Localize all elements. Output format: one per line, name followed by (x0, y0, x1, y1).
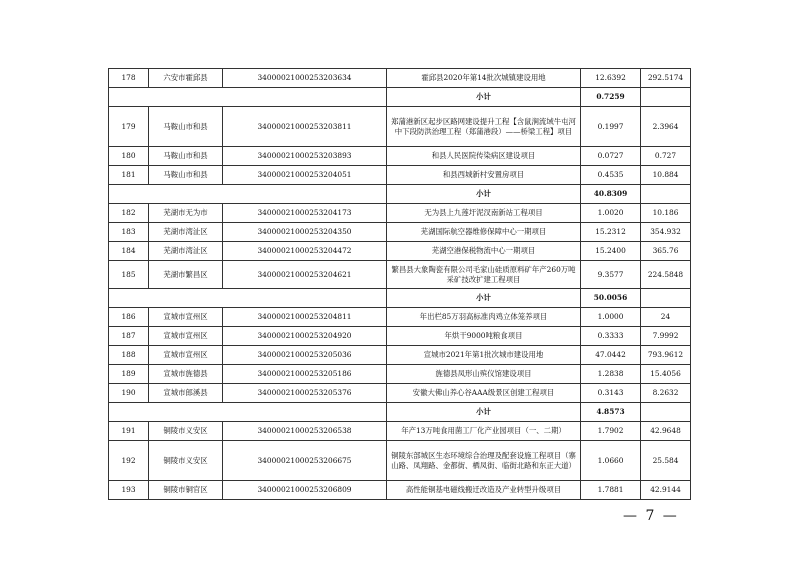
subtotal-area: 4.8573 (581, 403, 641, 422)
row-number: 179 (109, 107, 149, 147)
area-cell: 9.3577 (581, 261, 641, 289)
subtotal-area: 50.0056 (581, 289, 641, 308)
code-cell: 34000021000253205186 (223, 365, 387, 384)
amount-cell: 8.2632 (641, 384, 691, 403)
row-number: 185 (109, 261, 149, 289)
amount-cell: 354.932 (641, 223, 691, 242)
code-cell: 34000021000253204350 (223, 223, 387, 242)
amount-cell: 7.9992 (641, 327, 691, 346)
page-number: — 7 — (623, 508, 679, 524)
region-cell: 马鞍山市和县 (149, 147, 223, 166)
subtotal-row (109, 403, 691, 422)
amount-cell: 365.76 (641, 242, 691, 261)
code-cell: 34000021000253204051 (223, 166, 387, 185)
project-cell: 和县西城新村安置房项目 (387, 166, 581, 185)
region-cell: 宣城市郎溪县 (149, 384, 223, 403)
amount-cell: 2.3964 (641, 107, 691, 147)
table-row (109, 223, 691, 242)
row-number: 193 (109, 481, 149, 500)
row-number: 189 (109, 365, 149, 384)
table-row (109, 308, 691, 327)
region-cell: 宣城市旌德县 (149, 365, 223, 384)
amount-cell: 0.727 (641, 147, 691, 166)
empty-cell (109, 185, 387, 204)
region-cell: 铜陵市铜官区 (149, 481, 223, 500)
area-cell: 1.2838 (581, 365, 641, 384)
code-cell: 34000021000253203634 (223, 69, 387, 88)
region-cell: 马鞍山市和县 (149, 166, 223, 185)
amount-cell: 42.9648 (641, 422, 691, 441)
land-use-table (108, 68, 691, 500)
table-row (109, 346, 691, 365)
subtotal-label: 小计 (387, 403, 581, 422)
row-number: 180 (109, 147, 149, 166)
empty-cell (109, 403, 387, 422)
region-cell: 六安市霍邱县 (149, 69, 223, 88)
code-cell: 34000021000253205036 (223, 346, 387, 365)
code-cell: 34000021000253203893 (223, 147, 387, 166)
row-number: 183 (109, 223, 149, 242)
region-cell: 宣城市宣州区 (149, 327, 223, 346)
area-cell: 15.2400 (581, 242, 641, 261)
code-cell: 34000021000253206538 (223, 422, 387, 441)
project-cell: 和县人民医院传染病区建设项目 (387, 147, 581, 166)
code-cell: 34000021000253206809 (223, 481, 387, 500)
amount-cell: 10.884 (641, 166, 691, 185)
amount-cell: 292.5174 (641, 69, 691, 88)
table-row (109, 422, 691, 441)
row-number: 186 (109, 308, 149, 327)
empty-cell (641, 185, 691, 204)
area-cell: 1.7902 (581, 422, 641, 441)
empty-cell (641, 403, 691, 422)
subtotal-area: 0.7259 (581, 88, 641, 107)
empty-cell (641, 88, 691, 107)
area-cell: 1.0660 (581, 441, 641, 481)
project-cell: 年产13万吨食用菌工厂化产业园项目（一、二期） (387, 422, 581, 441)
area-cell: 1.0000 (581, 308, 641, 327)
table-row (109, 204, 691, 223)
amount-cell: 42.9144 (641, 481, 691, 500)
amount-cell: 25.584 (641, 441, 691, 481)
project-cell: 郑蒲港新区起步区路网建设提升工程【含鼠涧流域牛屯河中下段防洪治理工程（郑蒲港段）——桥梁工程】项目 (387, 107, 581, 147)
row-number: 184 (109, 242, 149, 261)
code-cell: 34000021000253203811 (223, 107, 387, 147)
amount-cell: 24 (641, 308, 691, 327)
region-cell: 芜湖市繁昌区 (149, 261, 223, 289)
table-row (109, 166, 691, 185)
table-row (109, 107, 691, 147)
region-cell: 芜湖市无为市 (149, 204, 223, 223)
code-cell: 34000021000253206675 (223, 441, 387, 481)
table-row (109, 261, 691, 289)
subtotal-label: 小计 (387, 185, 581, 204)
code-cell: 34000021000253204472 (223, 242, 387, 261)
project-cell: 霍邱县2020年第14批次城镇建设用地 (387, 69, 581, 88)
table-row (109, 242, 691, 261)
area-cell: 47.0442 (581, 346, 641, 365)
row-number: 188 (109, 346, 149, 365)
region-cell: 宣城市宣州区 (149, 308, 223, 327)
subtotal-row (109, 289, 691, 308)
area-cell: 0.3143 (581, 384, 641, 403)
project-cell: 芜湖空港保税物流中心一期项目 (387, 242, 581, 261)
area-cell: 12.6392 (581, 69, 641, 88)
subtotal-row (109, 185, 691, 204)
region-cell: 宣城市宣州区 (149, 346, 223, 365)
table-body (109, 69, 691, 500)
subtotal-label: 小计 (387, 88, 581, 107)
table-row (109, 384, 691, 403)
project-cell: 无为县上九莲圩泥汊南新站工程项目 (387, 204, 581, 223)
code-cell: 34000021000253204621 (223, 261, 387, 289)
subtotal-label: 小计 (387, 289, 581, 308)
project-cell: 高性能铜基电磁线搬迁改造及产业转型升级项目 (387, 481, 581, 500)
area-cell: 0.3333 (581, 327, 641, 346)
table-row (109, 365, 691, 384)
project-cell: 年出栏85万羽高标准肉鸡立体笼养项目 (387, 308, 581, 327)
table-row (109, 327, 691, 346)
empty-cell (109, 289, 387, 308)
code-cell: 34000021000253204811 (223, 308, 387, 327)
area-cell: 15.2312 (581, 223, 641, 242)
amount-cell: 224.5848 (641, 261, 691, 289)
empty-cell (641, 289, 691, 308)
row-number: 190 (109, 384, 149, 403)
table-row (109, 481, 691, 500)
project-cell: 旌德县凤形山殡仪馆建设项目 (387, 365, 581, 384)
table-row (109, 69, 691, 88)
subtotal-area: 40.8309 (581, 185, 641, 204)
amount-cell: 793.9612 (641, 346, 691, 365)
row-number: 178 (109, 69, 149, 88)
row-number: 187 (109, 327, 149, 346)
empty-cell (109, 88, 387, 107)
row-number: 181 (109, 166, 149, 185)
code-cell: 34000021000253204173 (223, 204, 387, 223)
row-number: 182 (109, 204, 149, 223)
region-cell: 芜湖市湾沚区 (149, 242, 223, 261)
project-cell: 繁昌县大象陶瓷有限公司毛家山硅质原料矿年产260万吨采矿技改扩建工程项目 (387, 261, 581, 289)
subtotal-row (109, 88, 691, 107)
table-row (109, 147, 691, 166)
project-cell: 安徽大佛山养心谷AAA级景区创建工程项目 (387, 384, 581, 403)
area-cell: 0.4535 (581, 166, 641, 185)
area-cell: 1.0020 (581, 204, 641, 223)
region-cell: 铜陵市义安区 (149, 422, 223, 441)
area-cell: 0.0727 (581, 147, 641, 166)
project-cell: 铜陵东部城区生态环境综合治理及配套设施工程项目（寨山路、凤翔路、金都街、栖凤街、临街北路和东正大道） (387, 441, 581, 481)
amount-cell: 15.4056 (641, 365, 691, 384)
row-number: 192 (109, 441, 149, 481)
region-cell: 马鞍山市和县 (149, 107, 223, 147)
project-cell: 年烘干9000吨粮食项目 (387, 327, 581, 346)
area-cell: 1.7881 (581, 481, 641, 500)
code-cell: 34000021000253204920 (223, 327, 387, 346)
table-row (109, 441, 691, 481)
project-cell: 宣城市2021年第1批次城市建设用地 (387, 346, 581, 365)
region-cell: 芜湖市湾沚区 (149, 223, 223, 242)
amount-cell: 10.186 (641, 204, 691, 223)
region-cell: 铜陵市义安区 (149, 441, 223, 481)
area-cell: 0.1997 (581, 107, 641, 147)
code-cell: 34000021000253205376 (223, 384, 387, 403)
project-cell: 芜湖国际航空器维修保障中心一期项目 (387, 223, 581, 242)
row-number: 191 (109, 422, 149, 441)
